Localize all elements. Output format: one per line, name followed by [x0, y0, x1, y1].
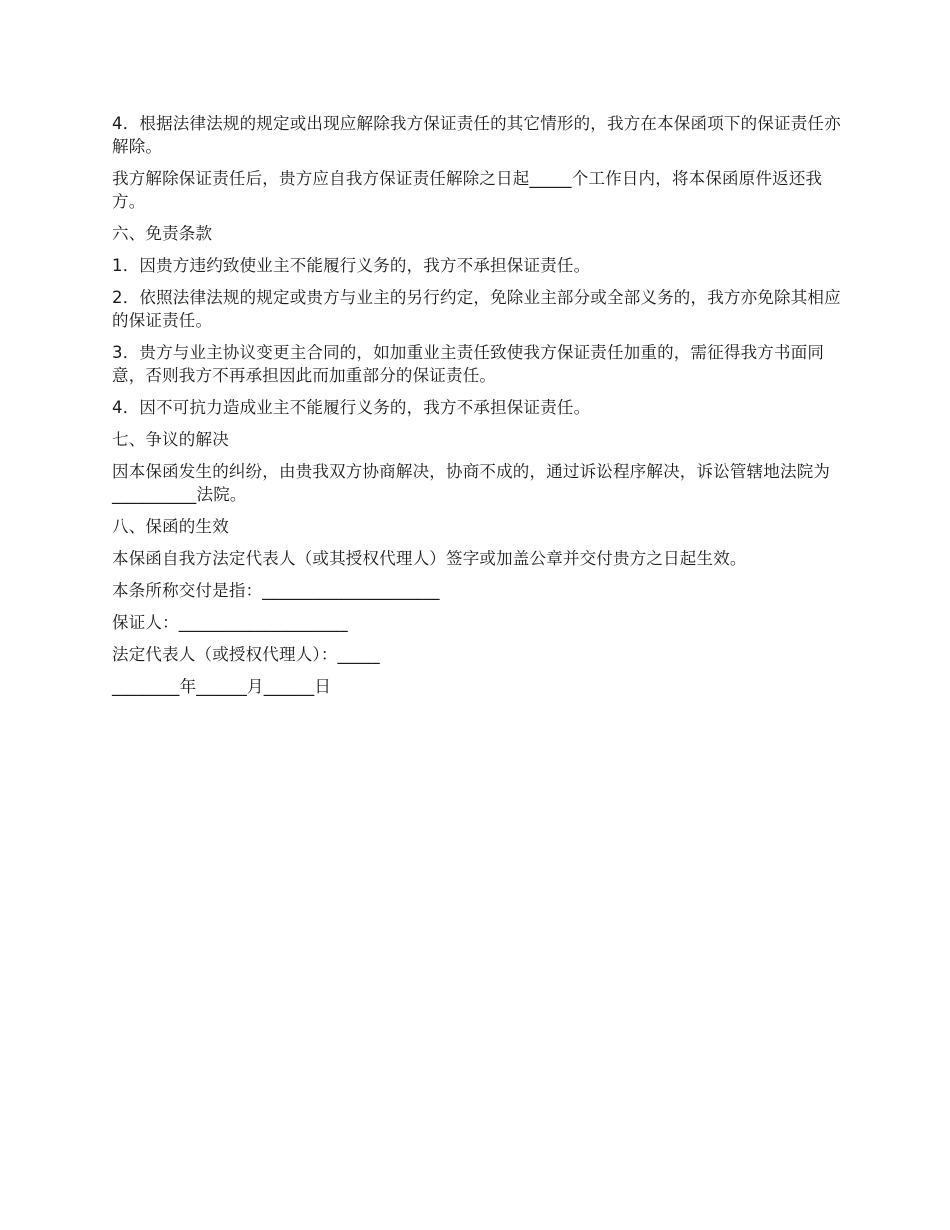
section-heading-dispute: 七、争议的解决 [112, 430, 229, 449]
exemption-item-4: 4．因不可抗力造成业主不能履行义务的，我方不承担保证责任。 [112, 398, 591, 417]
exemption-item-2: 2．依照法律法规的规定或贵方与业主的另行约定，免除业主部分或全部义务的，我方亦免除其相应的保证责任。 [112, 288, 841, 330]
exemption-item-1: 1．因贵方违约致使业主不能履行义务的，我方不承担保证责任。 [112, 256, 591, 275]
delivery-definition-line: 本条所称交付是指：_____________________ [112, 581, 440, 600]
effect-paragraph: 本保函自我方法定代表人（或其授权代理人）签字或加盖公章并交付贵方之日起生效。 [112, 549, 747, 568]
clause-4-release: 4．根据法律法规的规定或出现应解除我方保证责任的其它情形的，我方在本保函项下的保证责任亦解除。 [112, 114, 841, 156]
document-page [112, 112, 842, 707]
date-line: ________年______月______日 [112, 677, 332, 696]
return-original-paragraph: 我方解除保证责任后，贵方应自我方保证责任解除之日起_____个工作日内，将本保函原件返还我方。 [112, 169, 823, 211]
dispute-paragraph: 因本保函发生的纠纷，由贵我双方协商解决，协商不成的，通过诉讼程序解决，诉讼管辖地法院为__________法院。 [112, 462, 831, 504]
guarantor-line: 保证人：____________________ [112, 613, 348, 632]
exemption-item-3: 3．贵方与业主协议变更主合同的，如加重业主责任致使我方保证责任加重的，需征得我方书面同意，否则我方不再承担因此而加重部分的保证责任。 [112, 343, 825, 385]
legal-representative-line: 法定代表人（或授权代理人）：_____ [112, 645, 380, 664]
section-heading-effect: 八、保函的生效 [112, 517, 229, 536]
section-heading-exemption: 六、免责条款 [112, 224, 213, 243]
